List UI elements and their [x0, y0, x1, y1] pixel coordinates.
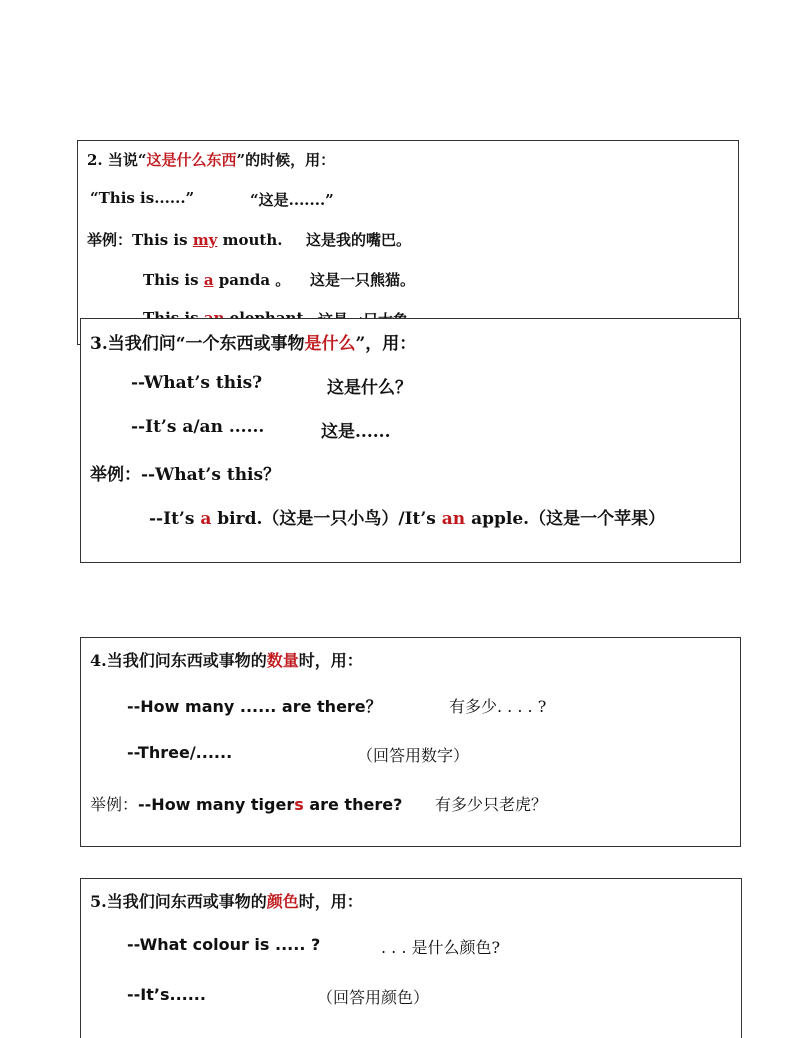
section-5-question-cn: . . . 是什么颜色?: [381, 938, 501, 957]
section-4-answer-cn: （回答用数字）: [357, 746, 470, 765]
section-5-answer-en: --It’s......: [127, 985, 206, 1004]
section-2-example-2-cn: 这是一只熊猫。: [310, 271, 416, 289]
section-4-question-en: --How many ...... are there？: [127, 697, 382, 716]
section-4-heading: 4.当我们问东西或事物的数量时，用：: [90, 651, 363, 670]
section-5-heading: 5.当我们问东西或事物的颜色时，用：: [90, 892, 363, 911]
section-4-answer-en: --Three/......: [127, 743, 233, 762]
section-3-box: [80, 318, 741, 563]
section-3-question-cn: 这是什么？: [327, 378, 412, 398]
section-4-box: [80, 637, 741, 847]
section-3-answer-en: --It’s a/an ......: [131, 417, 265, 437]
section-5-box: [80, 878, 742, 1038]
section-4-example-cn: 有多少只老虎？: [435, 795, 548, 814]
section-2-example-1: 举例：This is my mouth.: [87, 231, 283, 249]
section-2-heading: 2. 当说“这是什么东西”的时候，用：: [87, 151, 336, 169]
section-3-answer-cn: 这是......: [321, 422, 391, 442]
section-3-example: 举例：--What’s this？: [90, 465, 281, 485]
section-2-example-2: This is a panda 。: [143, 271, 291, 289]
section-2-pattern-cn: “这是.......”: [250, 191, 334, 209]
section-2-pattern-en: “This is......”: [90, 189, 195, 207]
section-4-example: 举例：--How many tigers are there?: [90, 795, 403, 814]
section-4-question-cn: 有多少. . . . ?: [449, 697, 547, 716]
section-3-question-en: --What’s this?: [131, 373, 263, 393]
section-5-question-en: --What colour is ..... ?: [127, 935, 321, 954]
section-5-answer-cn: （回答用颜色）: [317, 988, 430, 1007]
section-2-box: [77, 140, 739, 345]
section-2-example-1-cn: 这是我的嘴巴。: [306, 231, 412, 249]
section-3-example-answer: --It’s a bird.（这是一只小鸟）/It’s an apple.（这是一个苹果）: [149, 509, 666, 529]
section-3-heading: 3.当我们问“一个东西或事物是什么”，用：: [90, 334, 417, 354]
